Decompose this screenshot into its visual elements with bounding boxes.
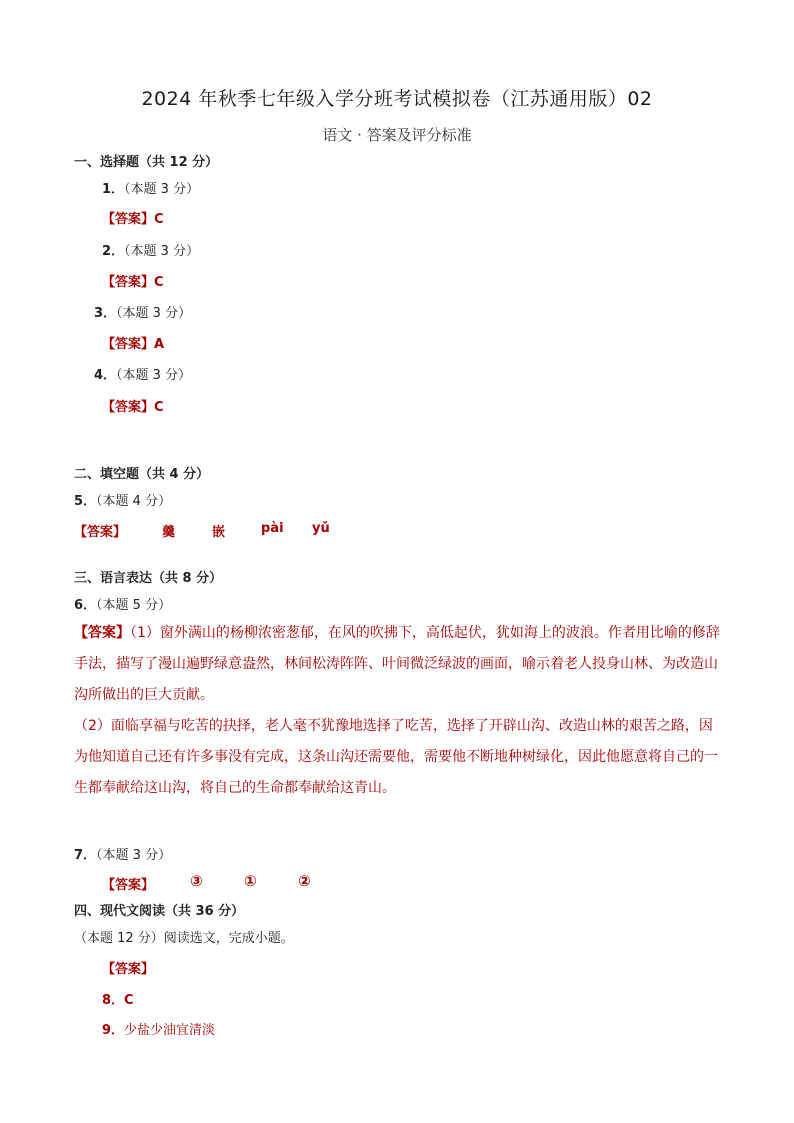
reading-intro: （本题 12 分）阅读选文，完成小题。: [74, 931, 294, 946]
answer-8: [102, 989, 134, 1008]
question-points: （本题 3 分）: [116, 368, 192, 383]
question-points: （本题 4 分）: [96, 494, 172, 509]
answer-label: 【答案】: [102, 337, 155, 352]
answer-value: 少盐少油宜清淡: [124, 1023, 216, 1038]
answer-7-label: 【答案】: [102, 878, 155, 893]
question-7: [74, 844, 171, 863]
answer-6-part-1: [74, 618, 724, 711]
question-number: 7．: [74, 848, 97, 863]
question-6: [74, 594, 171, 613]
question-number: 4．: [94, 368, 117, 383]
question-2: [102, 240, 199, 259]
section-heading-fill: 二、填空题（共 4 分）: [74, 467, 210, 482]
order-answer-3: ②: [298, 872, 311, 890]
fill-answer-1: 羹: [162, 525, 176, 540]
question-number: 1．: [102, 182, 125, 197]
answer-label: 【答案】: [102, 400, 155, 415]
section-heading-reading: 四、现代文阅读（共 36 分）: [74, 904, 245, 919]
answer-6-part-2: （2）面临享福与吃苦的抉择，老人毫不犹豫地选择了吃苦，选择了开辟山沟、改造山林的艰苦之路，因为他知道自己还有许多事没有完成，这条山沟还需要他，需要他不断地种树绿化，因此他愿意将自己的一生都奉献给这山沟，将自己的生命都奉献给这青山。: [74, 718, 718, 796]
question-points: （本题 3 分）: [116, 306, 192, 321]
order-answer-2: ①: [244, 872, 257, 890]
answer-label: 【答案】: [102, 275, 155, 290]
question-number: 9．: [102, 1023, 125, 1038]
answer-value: C: [154, 400, 164, 415]
answer-2: [102, 271, 164, 290]
answer-3: [102, 333, 164, 352]
question-1: [102, 178, 199, 197]
answer-4: [102, 396, 164, 415]
question-3: [94, 302, 191, 321]
question-number: 3．: [94, 306, 117, 321]
answer-reading-label: 【答案】: [102, 962, 155, 977]
answer-9: [102, 1019, 215, 1038]
question-points: （本题 3 分）: [124, 182, 200, 197]
question-points: （本题 3 分）: [96, 848, 172, 863]
answer-value: A: [154, 337, 165, 352]
section-heading-expression: 三、语言表达（共 8 分）: [74, 571, 223, 586]
question-5: [74, 490, 171, 509]
fill-answer-2: 嵌: [212, 525, 226, 540]
page-subtitle: 语文 · 答案及评分标准: [322, 126, 472, 144]
question-number: 8．: [102, 993, 125, 1008]
fill-answer-3: pài: [261, 521, 284, 536]
order-answer-1: ③: [190, 872, 203, 890]
answer-value: C: [154, 275, 164, 290]
question-number: 6．: [74, 598, 97, 613]
fill-answer-4: yǔ: [312, 521, 330, 536]
answer-text: （1）窗外满山的杨柳浓密葱郁，在风的吹拂下，高低起伏，犹如海上的波浪。作者用比喻的修辞手法，描写了漫山遍野绿意盎然，林间松涛阵阵、叶间微泛绿波的画面，喻示着老人投身山林、为改造山沟所做出的巨大贡献。: [74, 625, 720, 703]
question-number: 2．: [102, 244, 125, 259]
answer-1: [102, 208, 164, 227]
page-title: 2024 年秋季七年级入学分班考试模拟卷（江苏通用版）02: [141, 88, 653, 110]
section-heading-choice: 一、选择题（共 12 分）: [74, 155, 219, 170]
question-number: 5．: [74, 494, 97, 509]
answer-5-label: 【答案】: [74, 525, 127, 540]
answer-value: C: [124, 993, 134, 1008]
answer-value: C: [154, 212, 164, 227]
question-points: （本题 5 分）: [96, 598, 172, 613]
answer-label: 【答案】: [102, 212, 155, 227]
answer-label: 【答案】: [74, 625, 130, 641]
question-4: [94, 364, 191, 383]
question-points: （本题 3 分）: [124, 244, 200, 259]
